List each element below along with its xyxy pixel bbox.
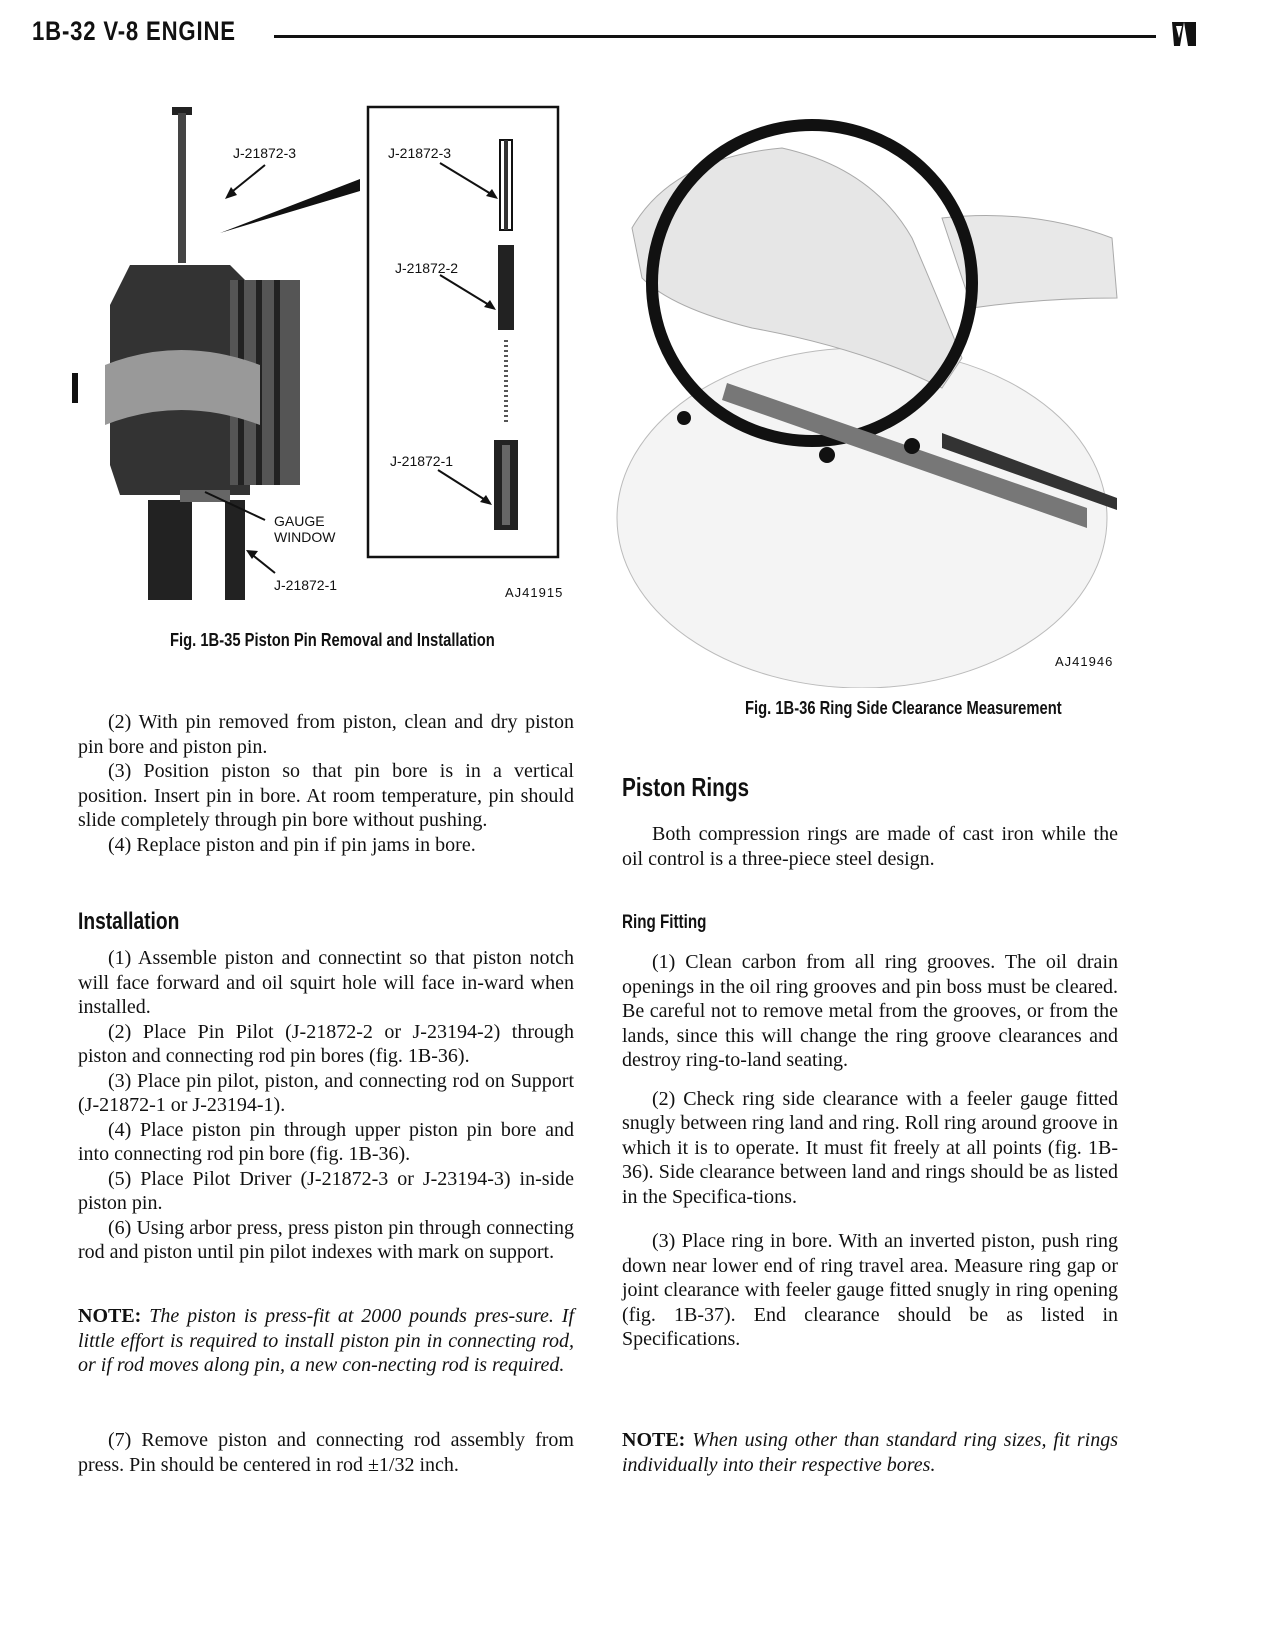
note-text: When using other than standard ring sizes, fit rings individually into their respective bores. <box>622 1429 1118 1476</box>
paragraph: Both compression rings are made of cast iron while the oil control is a three-piece steel design. <box>622 823 1118 870</box>
ring-measurement-photo <box>612 88 1137 688</box>
figure-caption: Fig. 1B-36 Ring Side Clearance Measurement <box>745 698 1062 718</box>
note-press-fit <box>78 1304 574 1378</box>
paragraph: (4) Place piston pin through upper piston pin bore and into connecting rod pin bore (fig. 1B-36). <box>78 1118 574 1165</box>
paragraph: (3) Place ring in bore. With an inverted piston, push ring down near lower end of ring travel area. Measure ring gap or joint clearance with feeler gauge fitted snugly in ring opening (fig. 1B-37). End clearance should be as listed in Specifications. <box>622 1230 1118 1350</box>
left-column <box>78 710 574 857</box>
label-tool3-box: J-21872-3 <box>388 145 452 161</box>
figure-ring-clearance <box>612 88 1137 688</box>
note-ring-sizes <box>622 1428 1118 1477</box>
label-tool1-box: J-21872-1 <box>390 453 454 469</box>
paragraph: (5) Place Pilot Driver (J-21872-3 or J-23194-3) in-side piston pin. <box>78 1167 574 1214</box>
piston-rings-intro <box>622 822 1118 871</box>
installation-steps <box>78 946 574 1265</box>
ring-fitting-steps <box>622 950 1118 1352</box>
paragraph: (4) Replace piston and pin if pin jams in bore. <box>108 833 476 856</box>
label-window: WINDOW <box>274 529 336 545</box>
label-tool1-bottom: J-21872-1 <box>274 577 338 593</box>
note-label: NOTE: <box>622 1429 686 1451</box>
note-text: The piston is press-fit at 2000 pounds pres-sure. If little effort is required to install piston pin in connecting rod, or if rod moves along pin, a new con-necting rod is required. <box>78 1305 575 1376</box>
paragraph: (1) Assemble piston and connectint so that piston notch will face forward and oil squirt hole will face in-ward when installed. <box>78 947 574 1018</box>
figure-caption: Fig. 1B-35 Piston Pin Removal and Installation <box>170 630 495 650</box>
final-step <box>78 1428 574 1477</box>
label-gauge: GAUGE <box>274 513 325 529</box>
figure-piston-pin-tools <box>60 95 590 615</box>
label-tool2: J-21872-2 <box>395 260 459 276</box>
paragraph: (3) Place pin pilot, piston, and connecting rod on Support (J-21872-1 or J-23194-1). <box>78 1069 574 1116</box>
paragraph: (3) Position piston so that pin bore is in a vertical position. Insert pin in bore. At room temperature, pin should slide completely through pin bore without pushing. <box>78 760 574 831</box>
section-heading-installation: Installation <box>78 908 180 935</box>
paragraph: (7) Remove piston and connecting rod assembly from press. Pin should be centered in rod ±1/32 inch. <box>78 1429 574 1476</box>
label-tool3-left: J-21872-3 <box>233 145 297 161</box>
paragraph: (1) Clean carbon from all ring grooves. The oil drain openings in the oil ring grooves and pin boss must be cleared. Be careful not to remove metal from the grooves, or from the lands, since this will change the ring groove clearances and destroy ring-to-land seating. <box>622 951 1118 1071</box>
page-header <box>32 16 1182 50</box>
paragraph: (2) With pin removed from piston, clean and dry piston pin bore and piston pin. <box>78 711 574 758</box>
figure-code: AJ41915 <box>505 585 564 600</box>
subheading-ring-fitting: Ring Fitting <box>622 912 707 933</box>
header-rule <box>274 35 1156 38</box>
page-title: 1B-32 V-8 ENGINE <box>32 16 236 46</box>
paragraph: (2) Check ring side clearance with a feeler gauge fitted snugly between ring land and ring. Roll ring around groove in which it is to operate. It must fit freely at all points (fig. 1B-36). Side clearance between land and rings should be as listed in the Specifica-tions. <box>622 1087 1119 1208</box>
paragraph: (2) Place Pin Pilot (J-21872-2 or J-23194-2) through piston and connecting rod pin bores (fig. 1B-36). <box>78 1020 574 1067</box>
note-label: NOTE: <box>78 1305 142 1327</box>
section-heading-piston-rings: Piston Rings <box>622 772 750 802</box>
paragraph: (6) Using arbor press, press piston pin through connecting rod and piston until pin pilot indexes with mark on support. <box>78 1216 574 1263</box>
brand-logo-icon <box>1170 18 1200 48</box>
figure-code: AJ41946 <box>1055 654 1114 669</box>
